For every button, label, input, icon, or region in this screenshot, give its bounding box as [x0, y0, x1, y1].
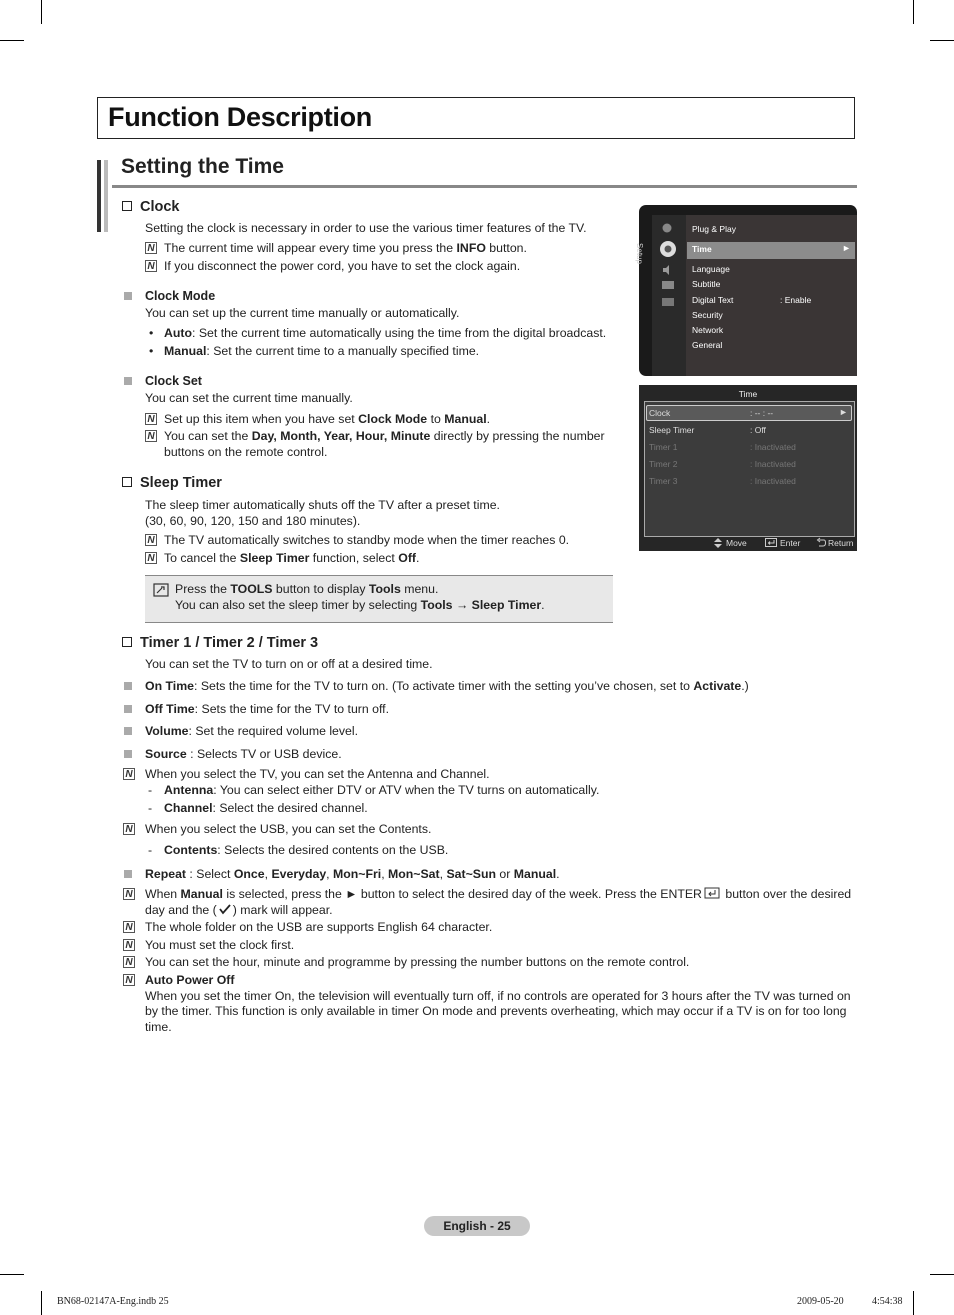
checkbox-icon	[122, 201, 132, 211]
crop-mark	[930, 1274, 954, 1275]
clock-mode-heading: Clock Mode	[145, 289, 216, 303]
clock-set-heading: Clock Set	[145, 374, 202, 388]
crop-mark	[913, 0, 914, 24]
osd-row-timer-3[interactable]: Timer 3	[649, 476, 678, 486]
timer-heading: Timer 1 / Timer 2 / Timer 3	[122, 635, 318, 651]
square-bullet-icon	[124, 682, 132, 690]
note-icon: N	[123, 939, 135, 951]
page-title: Function Description	[108, 102, 373, 132]
gear-icon	[657, 238, 679, 260]
bullet: •	[149, 344, 154, 358]
sleep-heading: Sleep Timer	[122, 475, 222, 491]
clock-set-intro: You can set the current time manually.	[145, 391, 353, 405]
timer-auto-power-off: Auto Power Off When you set the timer On, the television will eventually turn off, if no controls are operated for 3 hours after the TV was turned on by the timer. This function is only available in timer On mode and prevents overheating, which may occur if a TV is on for too long time.	[145, 973, 851, 1034]
page-number-pill	[424, 1216, 530, 1236]
osd-item-language[interactable]: Language	[692, 264, 730, 274]
check-mark-icon	[218, 904, 232, 915]
crop-mark	[930, 40, 954, 41]
checkbox-icon	[122, 637, 132, 647]
right-arrow-icon: ►	[839, 407, 848, 417]
note-icon: N	[145, 430, 157, 442]
section-bar-light	[104, 160, 108, 232]
clock-set-note-1: Set up this item when you have set Clock Mode to Manual.	[164, 412, 491, 426]
tools-tip-line-1: Press the TOOLS button to display Tools menu.	[175, 582, 439, 596]
tools-icon	[153, 583, 169, 597]
clock-note-1: The current time will appear every time you press the INFO button.	[164, 241, 527, 255]
timer-source: Source : Selects TV or USB device.	[145, 747, 342, 761]
osd-row-timer-3-value: : Inactivated	[750, 476, 796, 486]
timer-hour-note: You can set the hour, minute and programme by pressing the number buttons on the remote control.	[145, 955, 690, 969]
square-bullet-icon	[124, 377, 132, 385]
page-title-box	[97, 97, 855, 139]
sound-icon	[661, 265, 673, 275]
note-icon: N	[145, 552, 157, 564]
crop-mark	[41, 0, 42, 24]
square-bullet-icon	[124, 705, 132, 713]
timer-manual-note: When Manual is selected, press the ► button to select the desired day of the week. Press the ENTER button over the desired day and the ( ) mark will appear.	[145, 887, 852, 917]
clock-mode-intro: You can set up the current time manually or automatically.	[145, 306, 460, 320]
osd-item-security[interactable]: Security	[692, 310, 723, 320]
osd-row-clock-value: : -- : --	[750, 408, 774, 418]
sleep-intro: The sleep timer automatically shuts off the TV after a preset time. (30, 60, 90, 120, 150 and 180 minutes).	[145, 498, 500, 528]
footer-file: BN68-02147A-Eng.indb 25	[57, 1296, 169, 1307]
osd-item-digital-text[interactable]: Digital Text	[692, 295, 734, 305]
timer-contents: Contents: Selects the desired contents on the USB.	[164, 843, 449, 857]
crop-mark	[0, 40, 24, 41]
osd-time-title: Time	[738, 389, 758, 399]
timer-usb-note: When you select the USB, you can set the Contents.	[145, 822, 432, 836]
timer-folder-note: The whole folder on the USB are supports English 64 character.	[145, 920, 493, 934]
osd-hint-move: Move	[726, 538, 747, 548]
clock-set-note-2: You can set the Day, Month, Year, Hour, Minute directly by pressing the number buttons on the remote control.	[164, 429, 605, 459]
timer-volume: Volume: Set the required volume level.	[145, 724, 359, 738]
enter-icon	[765, 538, 777, 547]
timer-antenna: Antenna: You can select either DTV or ATV when the TV turns on automatically.	[164, 783, 600, 797]
clock-mode-auto: Auto: Set the current time automatically using the time from the digital broadcast.	[164, 326, 607, 340]
note-icon: N	[123, 768, 135, 780]
osd-item-subtitle[interactable]: Subtitle	[692, 279, 721, 289]
osd-rail-label: Setup	[634, 243, 644, 264]
osd-hint-enter: Enter	[780, 538, 801, 548]
clock-mode-manual: Manual: Set the current time to a manually specified time.	[164, 344, 480, 358]
return-icon	[816, 538, 826, 547]
tools-tip-box	[145, 575, 613, 623]
osd-hint-return: Return	[828, 538, 854, 548]
enter-icon	[704, 887, 720, 899]
note-icon: N	[123, 888, 135, 900]
osd-item-plug-play[interactable]: Plug & Play	[692, 224, 736, 234]
note-icon: N	[145, 242, 157, 254]
crop-mark	[913, 1291, 914, 1315]
note-icon: N	[145, 413, 157, 425]
osd-row-clock[interactable]: Clock	[649, 408, 671, 418]
footer-date: 2009-05-20	[797, 1296, 844, 1307]
crop-mark	[41, 1291, 42, 1315]
tools-tip-line-2: You can also set the sleep timer by selecting Tools → Sleep Timer.	[175, 598, 545, 612]
note-icon: N	[145, 534, 157, 546]
osd-time-panel	[644, 401, 855, 537]
osd-selected-row[interactable]	[687, 242, 855, 259]
section-bar	[97, 160, 101, 232]
osd-row-timer-2[interactable]: Timer 2	[649, 459, 678, 469]
osd-item-time[interactable]: Time	[692, 244, 712, 254]
dash: -	[148, 783, 153, 797]
square-bullet-icon	[124, 292, 132, 300]
osd-row-timer-1-value: : Inactivated	[750, 442, 796, 452]
osd-row-timer-2-value: : Inactivated	[750, 459, 796, 469]
osd-time-selected-row[interactable]	[646, 405, 852, 421]
section-title: Setting the Time	[121, 155, 284, 178]
osd-item-network[interactable]: Network	[692, 325, 724, 335]
footer-time: 4:54:38	[872, 1296, 903, 1307]
right-arrow-icon: ►	[842, 243, 851, 253]
osd-row-sleep-timer[interactable]: Sleep Timer	[649, 425, 695, 435]
square-bullet-icon	[124, 750, 132, 758]
channel-icon	[661, 280, 675, 290]
checkbox-icon	[122, 477, 132, 487]
osd-item-general[interactable]: General	[692, 340, 723, 350]
sleep-note-2: To cancel the Sleep Timer function, select Off.	[164, 551, 420, 565]
note-icon: N	[123, 956, 135, 968]
timer-repeat: Repeat : Select Once, Everyday, Mon~Fri, Mon~Sat, Sat~Sun or Manual.	[145, 867, 560, 881]
timer-clock-note: You must set the clock first.	[145, 938, 295, 952]
crop-mark	[0, 1274, 24, 1275]
osd-row-timer-1[interactable]: Timer 1	[649, 442, 678, 452]
timer-intro: You can set the TV to turn on or off at a desired time.	[145, 657, 433, 671]
note-icon: N	[123, 974, 135, 986]
clock-intro: Setting the clock is necessary in order to use the various timer features of the TV.	[145, 221, 587, 235]
osd-setup-menu	[634, 205, 857, 376]
bullet: •	[149, 326, 154, 340]
osd-row-sleep-timer-value: : Off	[750, 425, 766, 435]
osd-time-menu	[639, 385, 857, 551]
page-number: English - 25	[443, 1219, 511, 1233]
timer-tv-note: When you select the TV, you can set the Antenna and Channel.	[145, 767, 490, 781]
square-bullet-icon	[124, 727, 132, 735]
timer-channel: Channel: Select the desired channel.	[164, 801, 368, 815]
picture-icon	[661, 222, 673, 234]
note-icon: N	[123, 921, 135, 933]
section-divider	[112, 185, 857, 188]
timer-on-time: On Time: Sets the time for the TV to turn on. (To activate timer with the setting you’ve chosen, set to Activate.)	[145, 679, 749, 693]
note-icon: N	[145, 260, 157, 272]
clock-note-2: If you disconnect the power cord, you have to set the clock again.	[164, 259, 521, 273]
note-icon: N	[123, 823, 135, 835]
square-bullet-icon	[124, 870, 132, 878]
input-icon	[661, 297, 675, 307]
move-icon	[714, 538, 722, 548]
dash: -	[148, 843, 153, 857]
sleep-note-1: The TV automatically switches to standby mode when the timer reaches 0.	[164, 533, 570, 547]
osd-digital-text-value: : Enable	[780, 295, 812, 305]
dash: -	[148, 801, 153, 815]
timer-off-time: Off Time: Sets the time for the TV to turn off.	[145, 702, 389, 716]
clock-heading: Clock	[122, 199, 180, 215]
